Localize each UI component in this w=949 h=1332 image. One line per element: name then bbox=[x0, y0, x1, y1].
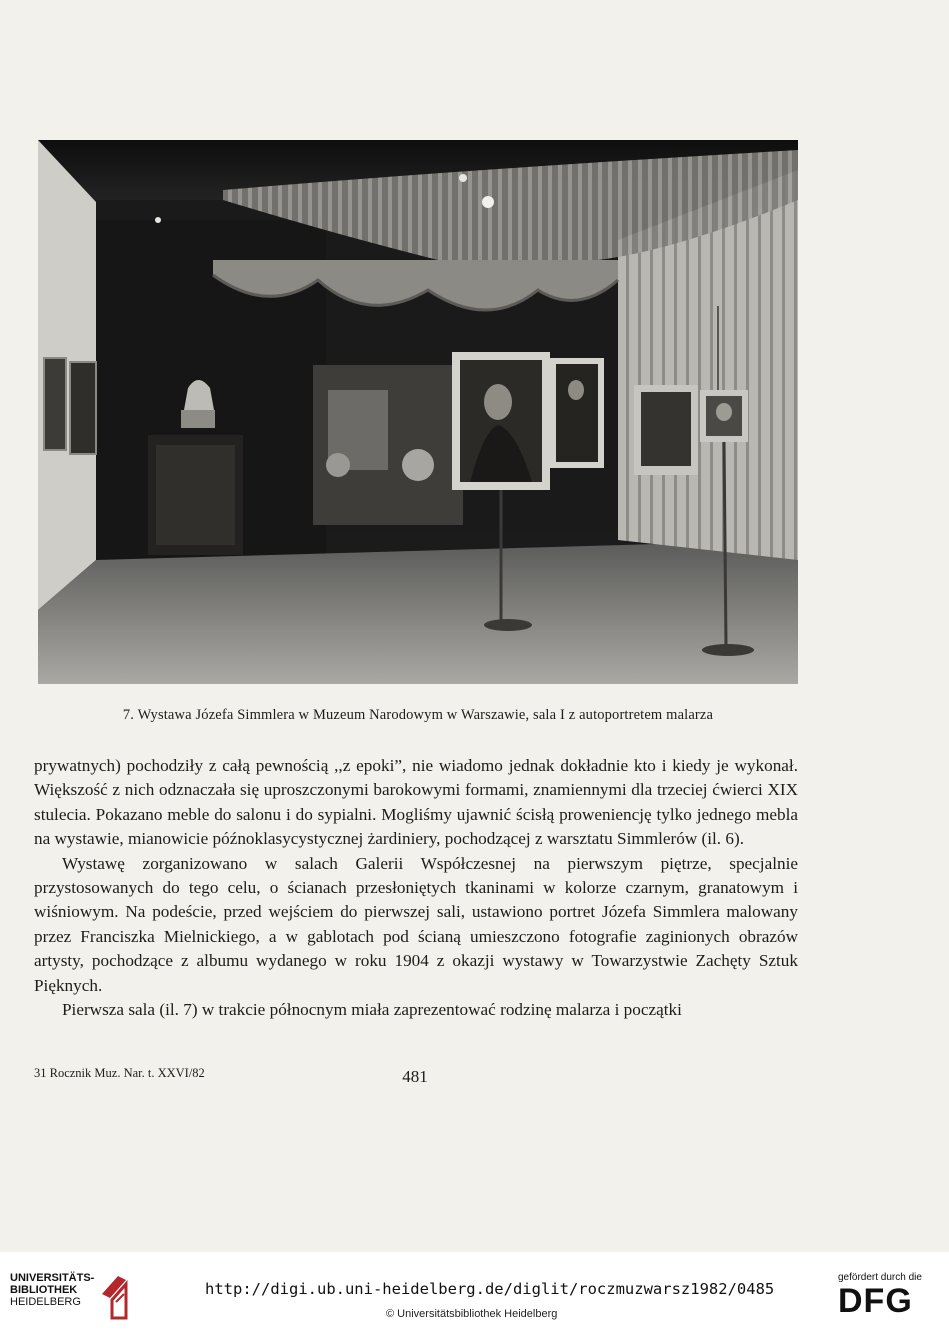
dfg-logo[interactable] bbox=[838, 1272, 938, 1318]
paragraph: Pierwsza sala (il. 7) w trakcie północnym miała zaprezentować rodzinę malarza i początki bbox=[62, 1000, 682, 1020]
paragraph: Wystawę zorganizowano w salach Galerii Współczesnej na pierwszym piętrze, specjalnie przystosowanych do tego celu, o ścianach przesłoniętych tkaninami w kolorze czarnym, granatowym i wiśniowym. Na podeście, przed wejściem do pierwszej sali, ustawiono portret Józefa Simmlera malowany przez Franciszka Mielnickiego, a w gablotach pod ścianą umieszczono fotografie zaginionych obrazów artysty, pochodzące z albumu wydanego w roku 1904 z okazji wystawy w Towarzystwie Zachęty Sztuk Pięknych. bbox=[34, 853, 798, 995]
funder-name: DFG bbox=[838, 1282, 913, 1320]
page-number: 481 bbox=[402, 1067, 428, 1086]
exhibition-photo bbox=[38, 140, 798, 684]
article-body bbox=[34, 754, 798, 1022]
university-library-logo[interactable] bbox=[10, 1272, 150, 1322]
library-emblem-icon bbox=[96, 1272, 144, 1320]
logo-line: BIBLIOTHEK bbox=[10, 1284, 78, 1296]
figure-caption: 7. Wystawa Józefa Simmlera w Muzeum Narodowym w Warszawie, sala I z autoportretem malarza bbox=[122, 707, 714, 723]
document-url-link[interactable]: http://digi.ub.uni-heidelberg.de/diglit/roczmuzwarsz1982/0485 bbox=[205, 1280, 775, 1298]
logo-line: HEIDELBERG bbox=[10, 1296, 81, 1308]
copyright-notice: © Universitätsbibliothek Heidelberg bbox=[386, 1308, 558, 1320]
printer-signature: 31 Rocznik Muz. Nar. t. XXVI/82 bbox=[34, 1066, 205, 1080]
logo-line: UNIVERSITÄTS- bbox=[10, 1272, 95, 1284]
funder-label: gefördert durch die bbox=[838, 1272, 922, 1283]
paragraph: prywatnych) pochodziły z całą pewnością ,,z epoki”, nie wiadomo jednak dokładnie kto i kiedy je wykonał. Większość z nich odznaczała się uproszczonymi barokowymi formami, znamiennymi dla trzeciej ćwierci XIX stulecia. Pokazano meble do salonu i do sypialni. Mogliśmy ujawnić ścisłą proweniencję tylko jednego mebla na wystawie, mianowicie późnoklasycystycznej żardiniery, pochodzącej z warsztatu Simmlerów (il. 6). bbox=[34, 756, 798, 849]
